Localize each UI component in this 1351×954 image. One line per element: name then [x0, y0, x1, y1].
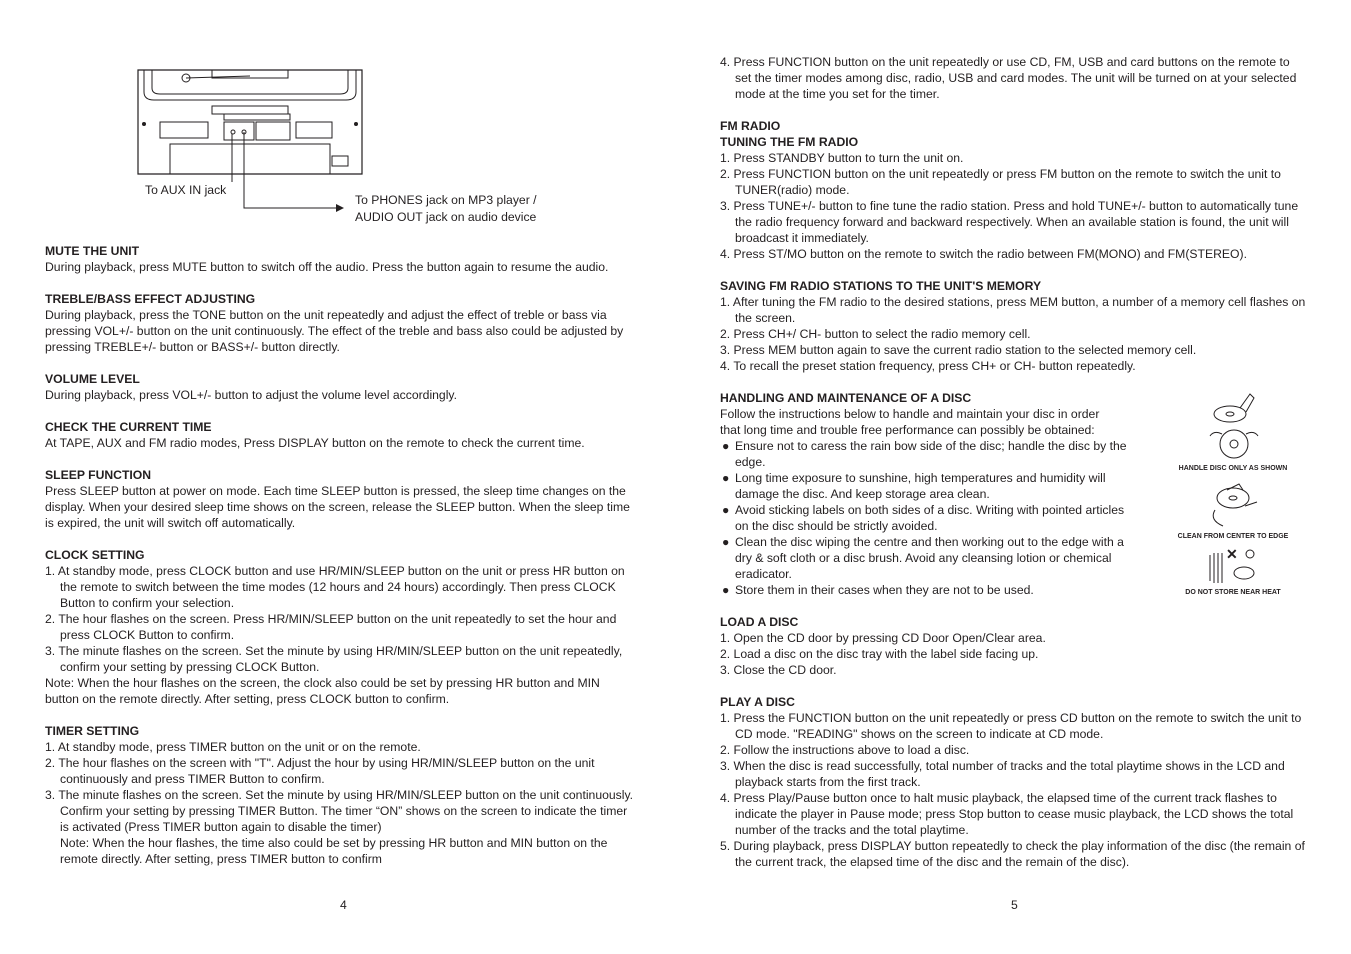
heat-warning-caption: DO NOT STORE NEAR HEAT	[1185, 589, 1281, 596]
play-step: 3. When the disc is read successfully, total number of tracks and the total playtime shows in the LCD and playback starts from the first track.	[720, 759, 1285, 789]
volume-body: During playback, press VOL+/- button to adjust the volume level accordingly.	[45, 388, 457, 402]
load-heading: LOAD A DISC	[720, 615, 799, 629]
timer-step: 1. At standby mode, press TIMER button on the unit or on the remote.	[45, 740, 421, 754]
load-step: 2. Load a disc on the disc tray with the label side facing up.	[720, 647, 1039, 661]
treble-body: During playback, press the TONE button on the unit repeatedly and adjust the effect of treble or bass via pressing VOL+/- button on the unit continuously. The effect of the treble and bass also could be adjusted by pressing TREBLE+/- button or BASS+/- button directly.	[45, 308, 624, 354]
left-page-text	[45, 243, 635, 867]
fm-heading: FM RADIO	[720, 119, 781, 133]
phones-label-line1: To PHONES jack on MP3 player /	[355, 193, 537, 207]
fm-step: 4. Press ST/MO button on the remote to switch the radio between FM(MONO) and FM(STEREO).	[720, 247, 1247, 261]
fm-step: 3. Press TUNE+/- button to fine tune the radio station. Press and hold TUNE+/- button to automatically tune the radio frequency forward and backward respectively. When an available station is found, the unit will broadcast it immediately.	[720, 199, 1299, 245]
handle-disc-icon	[1200, 390, 1270, 462]
sleep-body: Press SLEEP button at power on mode. Each time SLEEP button is pressed, the sleep time changes on the display. When your desired sleep time shows on the screen, release the SLEEP button. When the sleep time is expired, the unit will switch off automatically.	[45, 484, 630, 530]
saving-step: 3. Press MEM button again to save the current radio station to the selected memory cell.	[720, 343, 1197, 357]
clean-disc-caption: CLEAN FROM CENTER TO EDGE	[1177, 533, 1289, 540]
audio-cable-arrow	[240, 130, 350, 220]
handling-bullet: ● Ensure not to caress the rain bow side of the disc; handle the disc by the edge.	[722, 439, 1127, 469]
clock-step: 3. The minute flashes on the screen. Set the minute by using HR/MIN/SLEEP button on the unit repeatedly, confirm your setting by pressing CLOCK Button.	[45, 644, 623, 674]
timer-note: Note: When the hour flashes, the time also could be set by pressing HR button and MIN button on the remote directly. After setting, press TIMER button to confirm	[60, 836, 608, 866]
timer-step: 3. The minute flashes on the screen. Set the minute by using HR/MIN/SLEEP button on the unit continuously. Confirm your setting by pressing TIMER Button. The timer “ON” shows on the screen to indicate the timer is activated (Press TIMER button again to disable the timer)	[45, 788, 634, 834]
clock-step: 2. The hour flashes on the screen. Press HR/MIN/SLEEP button on the unit repeatedly to set the hour and press CLOCK Button to confirm.	[45, 612, 617, 642]
clock-heading: CLOCK SETTING	[45, 548, 145, 562]
saving-step: 1. After tuning the FM radio to the desired stations, press MEM button, a number of a memory cell flashes on the screen.	[720, 295, 1306, 325]
handling-bullet: ● Long time exposure to sunshine, high temperatures and humidity will damage the disc. And keep storage area clean.	[722, 471, 1106, 501]
handling-bullet: ● Avoid sticking labels on both sides of a disc. Writing with pointed articles on the disc should be strictly avoided.	[722, 503, 1125, 533]
handling-text	[720, 406, 1135, 598]
sleep-heading: SLEEP FUNCTION	[45, 468, 152, 482]
handling-intro: Follow the instructions below to handle and maintain your disc in order	[720, 407, 1100, 421]
play-heading: PLAY A DISC	[720, 695, 795, 709]
page-number-left: 4	[340, 898, 347, 912]
play-step: 4. Press Play/Pause button once to halt music playback, the elapsed time of the current track flashes to indicate the player in Pause mode; press Stop button to cease music playback, the LCD shows the total number of the tracks and the total playtime.	[720, 791, 1294, 837]
page-number-right: 5	[1011, 898, 1018, 912]
handling-intro: that long time and trouble free performance can possibly be obtained:	[720, 423, 1095, 437]
load-step: 1. Open the CD door by pressing CD Door Open/Clear area.	[720, 631, 1046, 645]
mute-heading: MUTE THE UNIT	[45, 244, 140, 258]
fm-step: 1. Press STANDBY button to turn the unit on.	[720, 151, 964, 165]
phones-label-line2: AUDIO OUT jack on audio device	[355, 210, 537, 224]
timer-step-4: 4. Press FUNCTION button on the unit repeatedly or use CD, FM, USB and card buttons on the remote to set the timer modes among disc, radio, USB and card modes. The unit will be turned on at your selected mode at the time you set for the timer.	[720, 55, 1297, 101]
heat-warning-icon	[1208, 545, 1258, 585]
clean-disc-icon	[1205, 480, 1265, 528]
fm-subheading: TUNING THE FM RADIO	[720, 135, 859, 149]
handling-bullet: ● Store them in their cases when they are not to be used.	[722, 583, 1034, 597]
play-step: 5. During playback, press DISPLAY button repeatedly to check the play information of the disc (the remain of the current track, the elapsed time of the disc and the remain of the disc).	[720, 839, 1305, 869]
right-page-text	[720, 54, 1306, 870]
time-heading: CHECK THE CURRENT TIME	[45, 420, 212, 434]
timer-heading: TIMER SETTING	[45, 724, 140, 738]
saving-step: 4. To recall the preset station frequency, press CH+ or CH- button repeatedly.	[720, 359, 1136, 373]
saving-heading: SAVING FM RADIO STATIONS TO THE UNIT'S MEMORY	[720, 279, 1042, 293]
handling-bullet: ● Clean the disc wiping the centre and then working out to the edge with a dry & soft cloth or a disc brush. Avoid any cleansing lotion or chemical eradicator.	[722, 535, 1124, 581]
handle-disc-caption: HANDLE DISC ONLY AS SHOWN	[1178, 465, 1288, 472]
treble-heading: TREBLE/BASS EFFECT ADJUSTING	[45, 292, 256, 306]
volume-heading: VOLUME LEVEL	[45, 372, 140, 386]
clock-step: 1. At standby mode, press CLOCK button and use HR/MIN/SLEEP button on the unit or press HR button on the remote to switch between the time modes (12 hours and 24 hours) accordingly. Then press CLOCK Button to confirm your selection.	[45, 564, 625, 610]
timer-step: 2. The hour flashes on the screen with "T". Adjust the hour by using HR/MIN/SLEEP button on the unit continuously and press TIMER Button to confirm.	[45, 756, 595, 786]
clock-note: Note: When the hour flashes on the screen, the clock also could be set by pressing HR button and MIN button on the remote directly. After setting, press CLOCK button to confirm.	[45, 676, 600, 706]
play-step: 2. Follow the instructions above to load a disc.	[720, 743, 970, 757]
saving-step: 2. Press CH+/ CH- button to select the radio memory cell.	[720, 327, 1031, 341]
load-step: 3. Close the CD door.	[720, 663, 837, 677]
time-body: At TAPE, AUX and FM radio modes, Press DISPLAY button on the remote to check the current time.	[45, 436, 585, 450]
aux-in-label: To AUX IN jack	[145, 183, 227, 197]
handling-heading: HANDLING AND MAINTENANCE OF A DISC	[720, 391, 972, 405]
fm-step: 2. Press FUNCTION button on the unit repeatedly or press FM button on the remote to switch the unit to TUNER(radio) mode.	[720, 167, 1281, 197]
svg-text:✕: ✕	[1226, 546, 1238, 562]
play-step: 1. Press the FUNCTION button on the unit repeatedly or press CD button on the remote to switch the unit to CD mode. "READING" shows on the screen to indicate at CD mode.	[720, 711, 1302, 741]
mute-body: During playback, press MUTE button to switch off the audio. Press the button again to resume the audio.	[45, 260, 609, 274]
